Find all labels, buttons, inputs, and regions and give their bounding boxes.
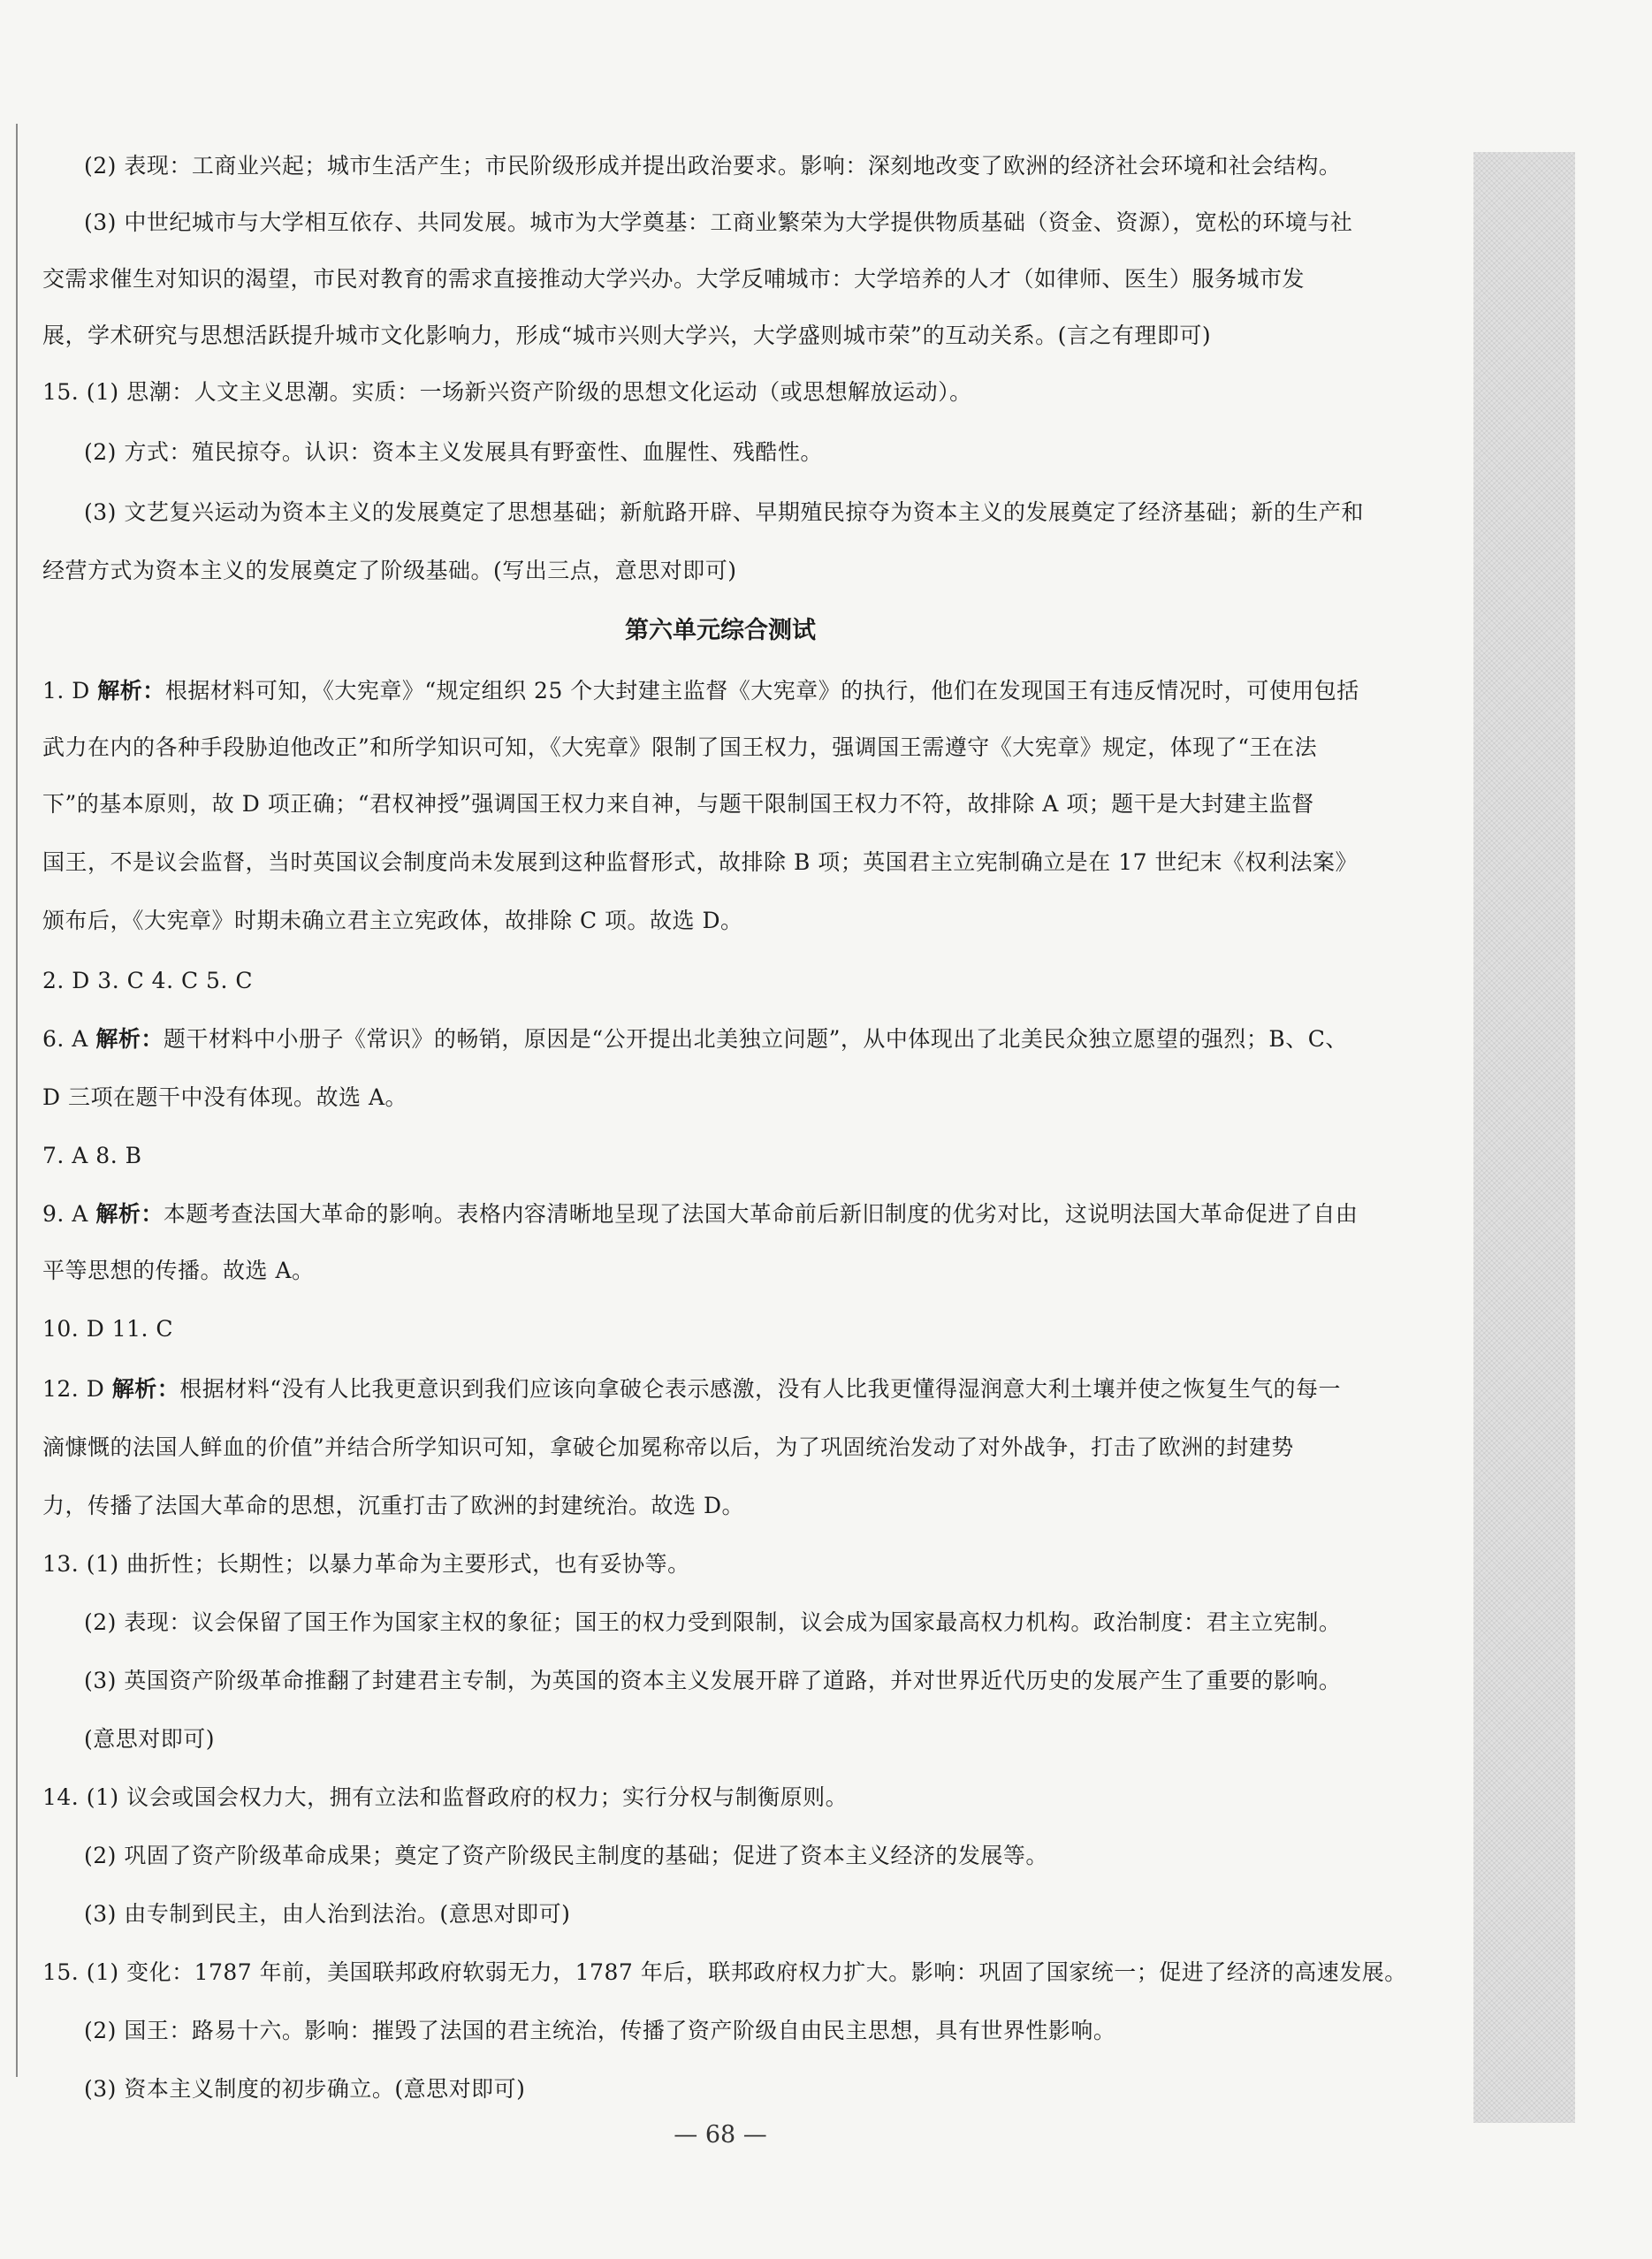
answer-line: 13. (1) 曲折性；长期性；以暴力革命为主要形式，也有妥协等。 (42, 1551, 690, 1577)
analysis-text: 本题考查法国大革命的影响。表格内容清晰地呈现了法国大革命前后新旧制度的优劣对比，这说明法国大革命促进了自由 (163, 1201, 1359, 1227)
analysis-text: 根据材料“没有人比我更意识到我们应该向拿破仑表示感激，没有人比我更懂得湿润意大利土壤并使之恢复生气的每一 (179, 1376, 1342, 1402)
answer-line: 2. D 3. C 4. C 5. C (42, 968, 253, 993)
answer-line: 力，传播了法国大革命的思想，沉重打击了欧洲的封建统治。故选 D。 (42, 1493, 744, 1518)
scan-edge-strip (1473, 152, 1575, 2123)
answer-line: (2) 国王：路易十六。影响：摧毁了法国的君主统治，传播了资产阶级自由民主思想，具有世界性影响。 (84, 2018, 1116, 2043)
answer-line: (2) 巩固了资产阶级革命成果；奠定了资产阶级民主制度的基础；促进了资本主义经济的发展等。 (84, 1843, 1048, 1868)
analysis-label: 解析： (97, 678, 165, 704)
answer-line: (3) 资本主义制度的初步确立。(意思对即可) (84, 2076, 526, 2102)
page-number: — 68 — (674, 2121, 767, 2149)
analysis-label: 解析： (95, 1201, 164, 1227)
answer-line: (3) 英国资产阶级革命推翻了封建君主专制，为英国的资本主义发展开辟了道路，并对世界近代历史的发展产生了重要的影响。 (84, 1668, 1342, 1693)
answer-line: 14. (1) 议会或国会权力大，拥有立法和监督政府的权力；实行分权与制衡原则。 (42, 1784, 849, 1810)
answer-line: 颁布后，《大宪章》时期未确立君主立宪政体，故排除 C 项。故选 D。 (42, 908, 743, 933)
answer-number: 12. D (42, 1376, 105, 1402)
binding-rule (16, 124, 18, 2077)
answer-line (42, 1023, 1457, 1055)
analysis-label: 解析： (111, 1376, 180, 1402)
answer-line: (3) 中世纪城市与大学相互依存、共同发展。城市为大学奠基：工商业繁荣为大学提供物质基础（资金、资源），宽松的环境与社 (84, 209, 1353, 235)
answer-line: (3) 由专制到民主，由人治到法治。(意思对即可) (84, 1901, 571, 1927)
answer-number: 6. A (42, 1026, 88, 1052)
answer-line: 下”的基本原则，故 D 项正确；“君权神授”强调国王权力来自神，与题干限制国王权力不符，故排除 A 项；题干是大封建主监督 (42, 791, 1314, 817)
answer-line: 国王，不是议会监督，当时英国议会制度尚未发展到这种监督形式，故排除 B 项；英国君主立宪制确立是在 17 世纪末《权利法案》 (42, 849, 1358, 875)
answer-line: D 三项在题干中没有体现。故选 A。 (42, 1084, 407, 1110)
answer-number: 1. D (42, 678, 90, 704)
answer-line: 滴慷慨的法国人鲜血的价值”并结合所学知识可知，拿破仑加冕称帝以后，为了巩固统治发动了对外战争，打击了欧洲的封建势 (42, 1434, 1294, 1460)
answer-line: 经营方式为资本主义的发展奠定了阶级基础。(写出三点，意思对即可) (42, 558, 737, 583)
answer-line: (2) 表现：议会保留了国王作为国家主权的象征；国王的权力受到限制，议会成为国家最高权力机构。政治制度：君主立宪制。 (84, 1609, 1342, 1635)
analysis-text: 根据材料可知，《大宪章》“规定组织 25 个大封建主监督《大宪章》的执行，他们在发现国王有违反情况时，可使用包括 (164, 678, 1359, 704)
section-title: 第六单元综合测试 (625, 617, 816, 644)
answer-line: 武力在内的各种手段胁迫他改正”和所学知识可知，《大宪章》限制了国王权力，强调国王需遵守《大宪章》规定，体现了“王在法 (42, 734, 1318, 760)
answer-line: 交需求催生对知识的渴望，市民对教育的需求直接推动大学兴办。大学反哺城市：大学培养的人才（如律师、医生）服务城市发 (42, 266, 1306, 292)
answer-line: 10. D 11. C (42, 1316, 174, 1342)
answer-line: 平等思想的传播。故选 A。 (42, 1258, 315, 1283)
answer-line: (意思对即可) (84, 1726, 216, 1752)
analysis-label: 解析： (95, 1026, 164, 1052)
answer-line: 15. (1) 变化：1787 年前，美国联邦政府软弱无力，1787 年后，联邦政府权力扩大。影响：巩固了国家统一；促进了经济的高速发展。 (42, 1959, 1407, 1985)
answer-line: 7. A 8. B (42, 1143, 142, 1168)
answer-line: (3) 文艺复兴运动为资本主义的发展奠定了思想基础；新航路开辟、早期殖民掠夺为资本主义的发展奠定了经济基础；新的生产和 (84, 499, 1364, 525)
answer-line: 15. (1) 思潮：人文主义思潮。实质：一场新兴资产阶级的思想文化运动（或思想解放运动）。 (42, 379, 972, 405)
answer-line (42, 1373, 1457, 1405)
answer-line: 展，学术研究与思想活跃提升城市文化影响力，形成“城市兴则大学兴，大学盛则城市荣”的互动关系。(言之有理即可) (42, 323, 1212, 348)
answer-number: 9. A (42, 1201, 88, 1227)
analysis-text: 题干材料中小册子《常识》的畅销，原因是“公开提出北美独立问题”，从中体现出了北美民众独立愿望的强烈；B、C、 (163, 1026, 1348, 1052)
answer-line (42, 675, 1457, 707)
answer-line: (2) 方式：殖民掠夺。认识：资本主义发展具有野蛮性、血腥性、残酷性。 (84, 439, 823, 465)
answer-line: (2) 表现：工商业兴起；城市生活产生；市民阶级形成并提出政治要求。影响：深刻地改变了欧洲的经济社会环境和社会结构。 (84, 153, 1342, 179)
answer-line (42, 1198, 1457, 1230)
